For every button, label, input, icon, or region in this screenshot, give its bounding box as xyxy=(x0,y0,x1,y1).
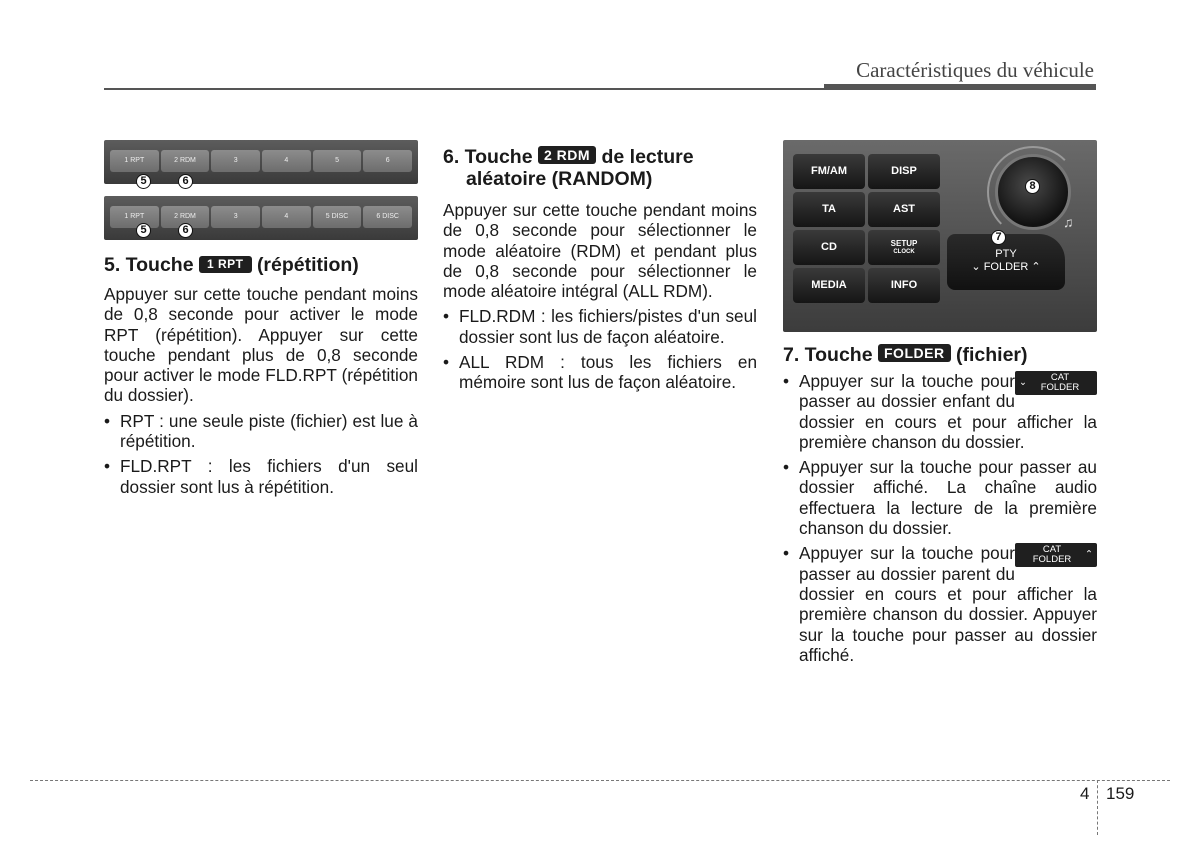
section-5-bullets xyxy=(104,411,418,497)
heading-suffix: de lecture xyxy=(601,146,694,168)
preset-key: 6 DISC xyxy=(363,206,412,228)
panel-key-media: MEDIA xyxy=(793,268,865,303)
rpt-badge: 1 RPT xyxy=(199,256,252,273)
footer-rule xyxy=(30,780,1170,781)
callout-5: 5 xyxy=(136,174,151,189)
callout-6: 6 xyxy=(178,174,193,189)
pty-folder-key: PTY ⌄ FOLDER ⌃ xyxy=(947,234,1065,290)
cat-folder-down-button: ⌄ CAT FOLDER xyxy=(1015,371,1097,395)
section-6-bullets xyxy=(443,306,757,392)
preset-strip-top-image xyxy=(104,140,418,187)
panel-key-ta: TA xyxy=(793,192,865,227)
chevron-up-icon: ⌃ xyxy=(1085,549,1093,561)
rdm-badge: 2 RDM xyxy=(538,146,596,164)
column-2 xyxy=(443,140,757,393)
heading-prefix: 6. Touche xyxy=(443,146,533,168)
audio-panel-image xyxy=(783,140,1097,332)
preset-key: 5 DISC xyxy=(313,206,362,228)
music-note-icon: ♫ xyxy=(1063,214,1074,230)
preset-key: 2 RDM xyxy=(161,206,210,228)
panel-key-fmam: FM/AM xyxy=(793,154,865,189)
callout-6: 6 xyxy=(178,223,193,238)
preset-key: 1 RPT xyxy=(110,206,159,228)
section-7-bullets xyxy=(783,371,1097,665)
preset-key: 4 xyxy=(262,150,311,172)
preset-key: 6 xyxy=(363,150,412,172)
list-item: • FLD.RDM : les fichiers/pistes d'un seul dossier sont lus de façon aléatoire. xyxy=(443,306,757,347)
panel-key-cd: CD xyxy=(793,230,865,265)
section-5-heading xyxy=(104,254,418,276)
section-6-heading xyxy=(443,146,757,190)
heading-prefix: 7. Touche xyxy=(783,344,873,366)
heading-prefix: 5. Touche xyxy=(104,254,194,276)
preset-key: 2 RDM xyxy=(161,150,210,172)
section-5-body: Appuyer sur cette touche pendant moins de 0,8 seconde pour activer le mode RPT (répétition). Appuyer sur cette touche pendant plus de 0,8 seconde pour activer le mode FLD.RPT (répétition du dossier). xyxy=(104,284,418,406)
heading-suffix: (fichier) xyxy=(955,344,1028,366)
list-item: • Appuyer sur la touche pour passer au dossier affiché. La chaîne audio effectuera la lecture de la première chanson du dossier. xyxy=(783,457,1097,539)
section-7-heading xyxy=(783,344,1097,366)
heading-suffix: (répétition) xyxy=(256,254,359,276)
panel-key-setup: SETUP CLOCK xyxy=(868,230,940,265)
list-item: • Appuyer sur la touche CAT FOLDER ⌃ pour passer au dossier parent du dossier en cours et pour afficher la première chanson du dossier. Appuyer sur la touche pour passer au dossier affiché. xyxy=(783,543,1097,665)
callout-8: 8 xyxy=(1025,179,1040,194)
list-item: • RPT : une seule piste (fichier) est lue à répétition. xyxy=(104,410,418,452)
preset-strip-bottom-image xyxy=(104,196,418,240)
footer-divider xyxy=(1097,780,1098,835)
callout-5: 5 xyxy=(136,223,151,238)
column-3 xyxy=(783,140,1097,665)
column-1 xyxy=(104,140,418,497)
chapter-number: 4 xyxy=(1080,784,1090,803)
panel-key-info: INFO xyxy=(868,268,940,303)
callout-7: 7 xyxy=(991,230,1006,245)
preset-key: 5 xyxy=(313,150,362,172)
list-item: • FLD.RPT : les fichiers d'un seul dossier sont lus à répétition. xyxy=(104,456,418,497)
panel-key-ast: AST xyxy=(868,192,940,227)
page-number: 159 xyxy=(1106,784,1135,803)
list-item: • ALL RDM : tous les fichiers en mémoire sont lus de façon aléatoire. xyxy=(443,352,757,393)
chevron-down-icon: ⌄ xyxy=(1019,377,1027,388)
list-item: • Appuyer sur la touche ⌄ CAT FOLDER pour passer au dossier enfant du dossier en cours et pour afficher la première chanson du dossier. xyxy=(783,371,1097,452)
cat-folder-up-button: CAT FOLDER ⌃ xyxy=(1015,543,1097,567)
header-rule-accent xyxy=(824,84,1096,90)
folder-badge: FOLDER xyxy=(878,344,951,362)
preset-key: 3 xyxy=(211,206,260,228)
preset-key: 3 xyxy=(211,150,260,172)
running-header: Caractéristiques du véhicule xyxy=(856,58,1094,82)
heading-suffix-line2: aléatoire (RANDOM) xyxy=(466,168,653,190)
section-6-body: Appuyer sur cette touche pendant moins de 0,8 seconde pour sélectionner le mode aléatoire (RDM) et pendant plus de 0,8 seconde pour sélectionner le mode aléatoire intégral (ALL RDM). xyxy=(443,200,757,302)
preset-key: 1 RPT xyxy=(110,150,159,172)
preset-key: 4 xyxy=(262,206,311,228)
panel-key-disp: DISP xyxy=(868,154,940,189)
